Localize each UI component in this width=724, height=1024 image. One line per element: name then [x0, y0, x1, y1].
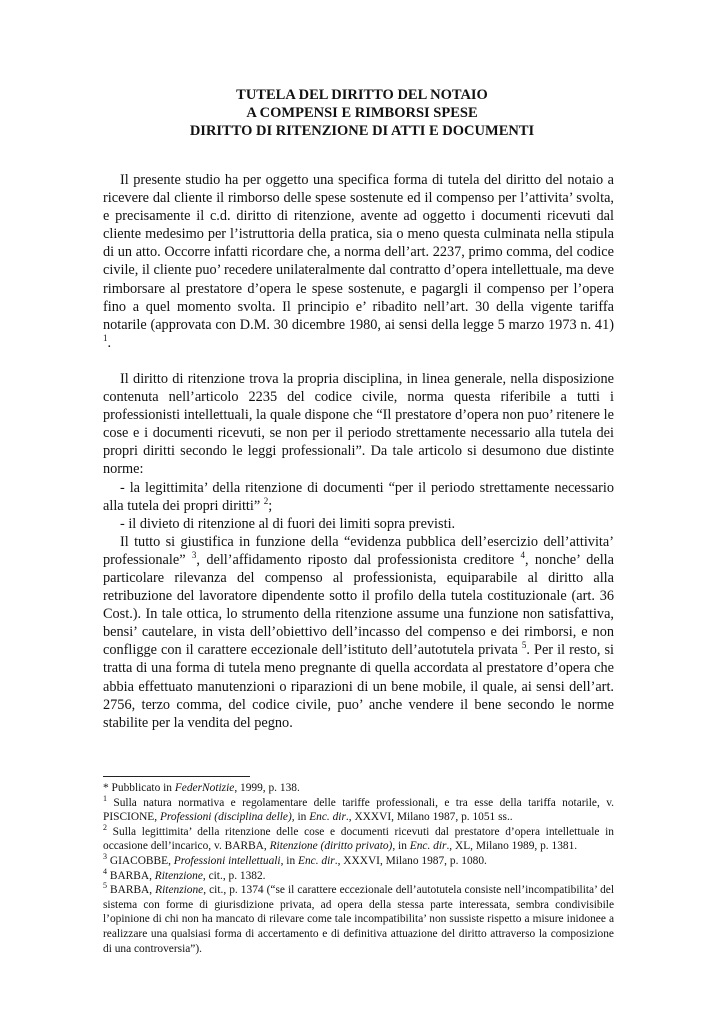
footnote-1-text-c: ., XXXVI, Milano 1987, p. 1051 ss..: [345, 811, 513, 824]
footnote-2-italic-2: Enc. dir: [409, 840, 447, 853]
paragraph-1: [103, 171, 614, 352]
footnote-ref-1: 1: [103, 332, 108, 343]
paragraph-2: Il diritto di ritenzione trova la propria disciplina, in linea generale, nella disposizione contenuta nell’articolo 2235 del codice civile, norma questa riferibile a tutti i professionisti intellettuali, la quale dispone che “Il prestatore d’opera non puo’ ritenere le cose e i documenti ricevuti, se non per il periodo strettamente necessario alla tutela dei propri diritti secondo le leggi professionali”. Da tale articolo si desumono due distinte norme:: [103, 370, 614, 478]
footnotes: [103, 781, 614, 956]
footnote-ref-4: 4: [520, 549, 525, 560]
footnote-3-italic-2: Enc. dir: [298, 854, 335, 867]
footnote-2-number: 2: [103, 822, 107, 832]
list-item-1-end: ;: [268, 497, 273, 514]
footnote-1: [103, 793, 614, 825]
footnote-4-text-b: , cit., p. 1382.: [202, 869, 266, 882]
list-item-1: [103, 479, 614, 515]
footnote-separator: [103, 776, 250, 777]
footnote-1-text-a: Sulla natura normativa e regolamentare delle tariffe professionali, e tra esse della tariffa notarile, v. PISCIONE,: [103, 796, 614, 824]
footnote-5-text-b: , cit., p. 1374 (“se il carattere eccezionale dell’autotutela consiste nell’incompatibilita’ del sistema con forme di giurisdizione privata, ad opera della stessa parte interessata, sembra condivisibile l’opinione di chi non ha mancato di rilevare come tale incompatibilita’ non sussiste rispetto a misure inidonee a realizzare una qualsiasi forma di accertamento e di definitiva attuazione del diritto attraverso la composizione di una controversia”).: [103, 884, 614, 955]
footnote-5-text-a: BARBA,: [107, 884, 156, 897]
footnote-4-text-a: BARBA,: [107, 869, 155, 882]
footnote-2-text-a: Sulla legittimita’ della ritenzione delle cose e documenti ricevuti dal prestatore d’opera intellettuale in occasione dell’incarico, v. BARBA,: [103, 825, 614, 853]
footnote-ref-5: 5: [521, 640, 527, 651]
paragraph-3-text-b: , dell’affidamento riposto dal professionista creditore: [196, 551, 515, 568]
paragraph-3-text-d: . Per il resto, si tratta di una forma di tutela meno pregnante di quella accordata al prestatore d’opera che abbia effettuato manutenzioni o riparazioni di un bene mobile, il quale, ai sensi dell’art. 2756, terzo comma, del codice civile, puo’ anche vendere il bene secondo le norme stabilite per la vendita del pegno.: [103, 642, 615, 731]
footnote-4-number: 4: [103, 866, 107, 876]
footnote-ref-2: 2: [263, 495, 269, 506]
footnote-5-number: 5: [103, 881, 107, 891]
footnote-star-text: * Pubblicato in: [103, 782, 175, 794]
footnote-3-text-c: ., XXXVI, Milano 1987, p. 1080.: [334, 854, 487, 867]
footnote-2: [103, 822, 614, 854]
list-item-1-text: - la legittimita’ della ritenzione di documenti “per il periodo strettamente necessario alla tutela dei propri diritti”: [103, 479, 614, 514]
footnote-3-italic-1: Professioni intellettuali: [173, 854, 281, 867]
paragraph-3-text-c: , nonche’ della particolare rilevanza del compenso al professionista, equiparabile al diritto alla retribuzione del lavoratore dipendente sotto il profilo della tutela costituzionale (art. 36 Cost.). In tale ottica, lo strumento della ritenzione assume una funzione non satisfattiva, bensi’ cautelare, in vista dell’obiettivo dell’incasso del compenso e dei rimborsi, e non confligge con il carattere eccezionale dell’istituto dell’autotutela privata: [103, 551, 614, 659]
paragraph-3-text-a: Il tutto si giustifica in funzione della “evidenza pubblica dell’esercizio dell’attivita’ professionale”: [103, 533, 614, 568]
footnote-star-italic: FederNotizie: [174, 782, 235, 794]
footnote-star: [103, 781, 614, 796]
title-line-2: A COMPENSI E RIMBORSI SPESE: [246, 105, 478, 121]
footnote-3-text-a: GIACOBBE,: [107, 854, 174, 867]
footnote-3-text-b: , in: [280, 854, 299, 867]
footnote-2-text-b: , in: [392, 840, 410, 853]
title-line-1: TUTELA DEL DIRITTO DEL NOTAIO: [236, 87, 488, 103]
document-title: [0, 86, 724, 140]
document-body: [103, 171, 614, 732]
footnote-5: [103, 883, 614, 956]
paragraph-1-end: .: [107, 334, 112, 351]
footnote-ref-3: 3: [191, 549, 197, 560]
footnote-2-italic-1: Ritenzione (diritto privato): [269, 840, 393, 853]
footnote-3-number: 3: [103, 851, 107, 861]
footnote-1-text-b: in: [294, 811, 310, 824]
footnote-3: [103, 851, 614, 869]
footnote-star-text-end: , 1999, p. 138.: [234, 782, 300, 794]
footnote-1-number: 1: [103, 793, 107, 803]
footnote-5-italic-1: Ritenzione: [155, 884, 204, 897]
footnote-1-italic-2: Enc. dir: [309, 811, 346, 824]
paragraph-1-text: Il presente studio ha per oggetto una specifica forma di tutela del diritto del notaio a ricevere dal cliente il rimborso delle spese sostenute ed il compenso per l’attivita’ svolta, e precisamente il c.d. diritto di ritenzione, avente ad oggetto i documenti ricevuti dal cliente medesimo per l’istruttoria della pratica, sia o meno questa culminata nella stipula di un atto. Occorre infatti ricordare che, a norma dell’art. 2237, primo comma, del codice civile, il cliente puo’ recedere unilateralmente dal contratto d’opera intellettuale, ma deve rimborsare al prestatore d’opera le spese sostenute, e pagargli il compenso per l’opera fino a quel momento svolta. Il principio e’ ribadito nell’art. 30 della vigente tariffa notarile (approvata con D.M. 30 dicembre 1980, ai sensi della legge 5 marzo 1973 n. 41): [103, 172, 614, 333]
footnote-1-italic-1: Professioni (disciplina delle),: [159, 811, 295, 824]
footnote-2-text-c: ., XL, Milano 1989, p. 1381.: [446, 840, 578, 853]
list-item-2: - il divieto di ritenzione al di fuori dei limiti sopra previsti.: [120, 515, 456, 532]
footnote-4: [103, 866, 614, 884]
footnote-4-italic-1: Ritenzione: [154, 869, 203, 882]
paragraph-3: [103, 533, 614, 732]
title-line-3: DIRITTO DI RITENZIONE DI ATTI E DOCUMENTI: [189, 123, 535, 139]
